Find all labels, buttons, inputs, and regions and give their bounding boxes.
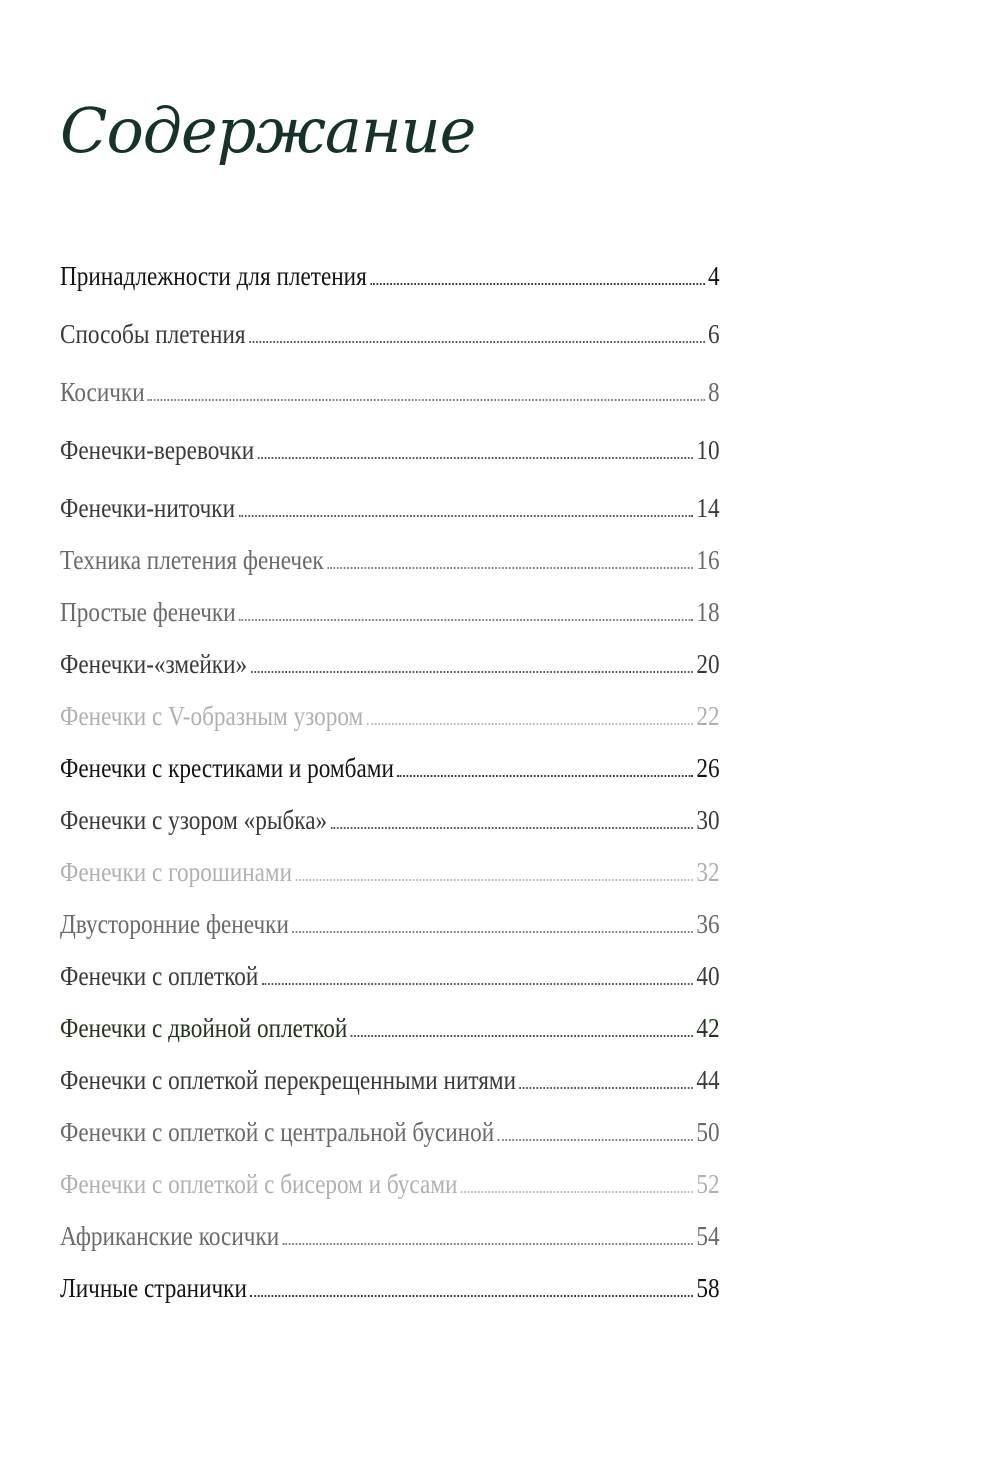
toc-entry-label: Техника плетения фенечек: [60, 545, 324, 575]
toc-entry-page: 4: [708, 261, 720, 291]
toc-entry[interactable]: [60, 534, 720, 574]
toc-entry[interactable]: [60, 308, 720, 348]
toc-entry-page: 16: [696, 545, 720, 575]
toc-entry-page: 40: [696, 961, 720, 991]
toc-entry-label: Способы плетения: [60, 319, 246, 349]
toc-entry[interactable]: [60, 1210, 720, 1250]
toc-entry-label: Фенечки с оплеткой: [60, 961, 259, 991]
toc-entry-label: Фенечки с оплеткой перекрещенными нитями: [60, 1065, 517, 1095]
toc-entry-page: 8: [708, 377, 720, 407]
toc-entry-label: Косички: [60, 377, 145, 407]
toc-entry-label: Фенечки-веревочки: [60, 435, 255, 465]
dot-leader: [331, 827, 693, 829]
toc-entry[interactable]: [60, 1158, 720, 1198]
toc-entry-page: 42: [696, 1013, 720, 1043]
toc-entry-label: Фенечки с V-образным узором: [60, 701, 364, 731]
toc-entry-page: 52: [696, 1169, 720, 1199]
toc-entry[interactable]: [60, 1054, 720, 1094]
toc-entry[interactable]: [60, 1262, 720, 1302]
toc-entry-label: Принадлежности для плетения: [60, 261, 367, 291]
dot-leader: [239, 619, 693, 621]
dot-leader: [258, 457, 693, 459]
toc-entry[interactable]: [60, 898, 720, 938]
toc-entry[interactable]: [60, 1106, 720, 1146]
toc-entry-label: Простые фенечки: [60, 597, 236, 627]
toc-entry-label: Фенечки-ниточки: [60, 493, 236, 523]
dot-leader: [397, 775, 693, 777]
toc-entry[interactable]: [60, 794, 720, 834]
toc-entry-page: 6: [708, 319, 720, 349]
toc-entry-label: Двусторонние фенечки: [60, 909, 289, 939]
toc-entry[interactable]: [60, 366, 720, 406]
dot-leader: [461, 1191, 693, 1193]
dot-leader: [262, 983, 693, 985]
dot-leader: [292, 931, 693, 933]
dot-leader: [519, 1087, 692, 1089]
toc-entry[interactable]: [60, 950, 720, 990]
toc-entry-label: Фенечки с узором «рыбка»: [60, 805, 328, 835]
toc-entry-page: 58: [696, 1273, 720, 1303]
toc-entry[interactable]: [60, 846, 720, 886]
toc-entry-page: 32: [696, 857, 720, 887]
dot-leader: [251, 671, 693, 673]
toc-entry-page: 26: [696, 753, 720, 783]
toc-entry-label: Фенечки с двойной оплеткой: [60, 1013, 348, 1043]
toc-entry-page: 22: [696, 701, 720, 731]
dot-leader: [249, 341, 705, 343]
toc-entry-page: 54: [696, 1221, 720, 1251]
toc-entry-label: Фенечки-«змейки»: [60, 649, 248, 679]
toc-entry-label: Африканские косички: [60, 1221, 280, 1251]
toc-entry[interactable]: [60, 742, 720, 782]
toc-entry-label: Личные странички: [60, 1273, 247, 1303]
toc-entry-page: 44: [696, 1065, 720, 1095]
toc-entry-page: 36: [696, 909, 720, 939]
toc-entry-label: Фенечки с крестиками и ромбами: [60, 753, 394, 783]
toc-entry-page: 30: [696, 805, 720, 835]
dot-leader: [238, 515, 692, 517]
dot-leader: [367, 723, 693, 725]
toc-entry[interactable]: [60, 586, 720, 626]
toc-entry[interactable]: [60, 424, 720, 464]
dot-leader: [498, 1139, 693, 1141]
toc-entry-page: 18: [696, 597, 720, 627]
toc-entry-label: Фенечки с горошинами: [60, 857, 293, 887]
dot-leader: [295, 879, 692, 881]
page-title: Содержание: [60, 94, 476, 167]
dot-leader: [250, 1295, 693, 1297]
toc-entry[interactable]: [60, 1002, 720, 1042]
toc-entry[interactable]: [60, 250, 720, 290]
toc-entry[interactable]: [60, 690, 720, 730]
toc-entry-page: 14: [696, 493, 720, 523]
dot-leader: [148, 399, 704, 401]
toc-entry-page: 20: [696, 649, 720, 679]
toc-entry-page: 50: [696, 1117, 720, 1147]
toc-entry-label: Фенечки с оплеткой с центральной бусиной: [60, 1117, 495, 1147]
dot-leader: [327, 567, 693, 569]
toc-entry[interactable]: [60, 482, 720, 522]
toc-entry-label: Фенечки с оплеткой с бисером и бусами: [60, 1169, 458, 1199]
dot-leader: [351, 1035, 693, 1037]
dot-leader: [283, 1243, 693, 1245]
toc-entry-page: 10: [696, 435, 720, 465]
toc-entry[interactable]: [60, 638, 720, 678]
dot-leader: [370, 283, 704, 285]
